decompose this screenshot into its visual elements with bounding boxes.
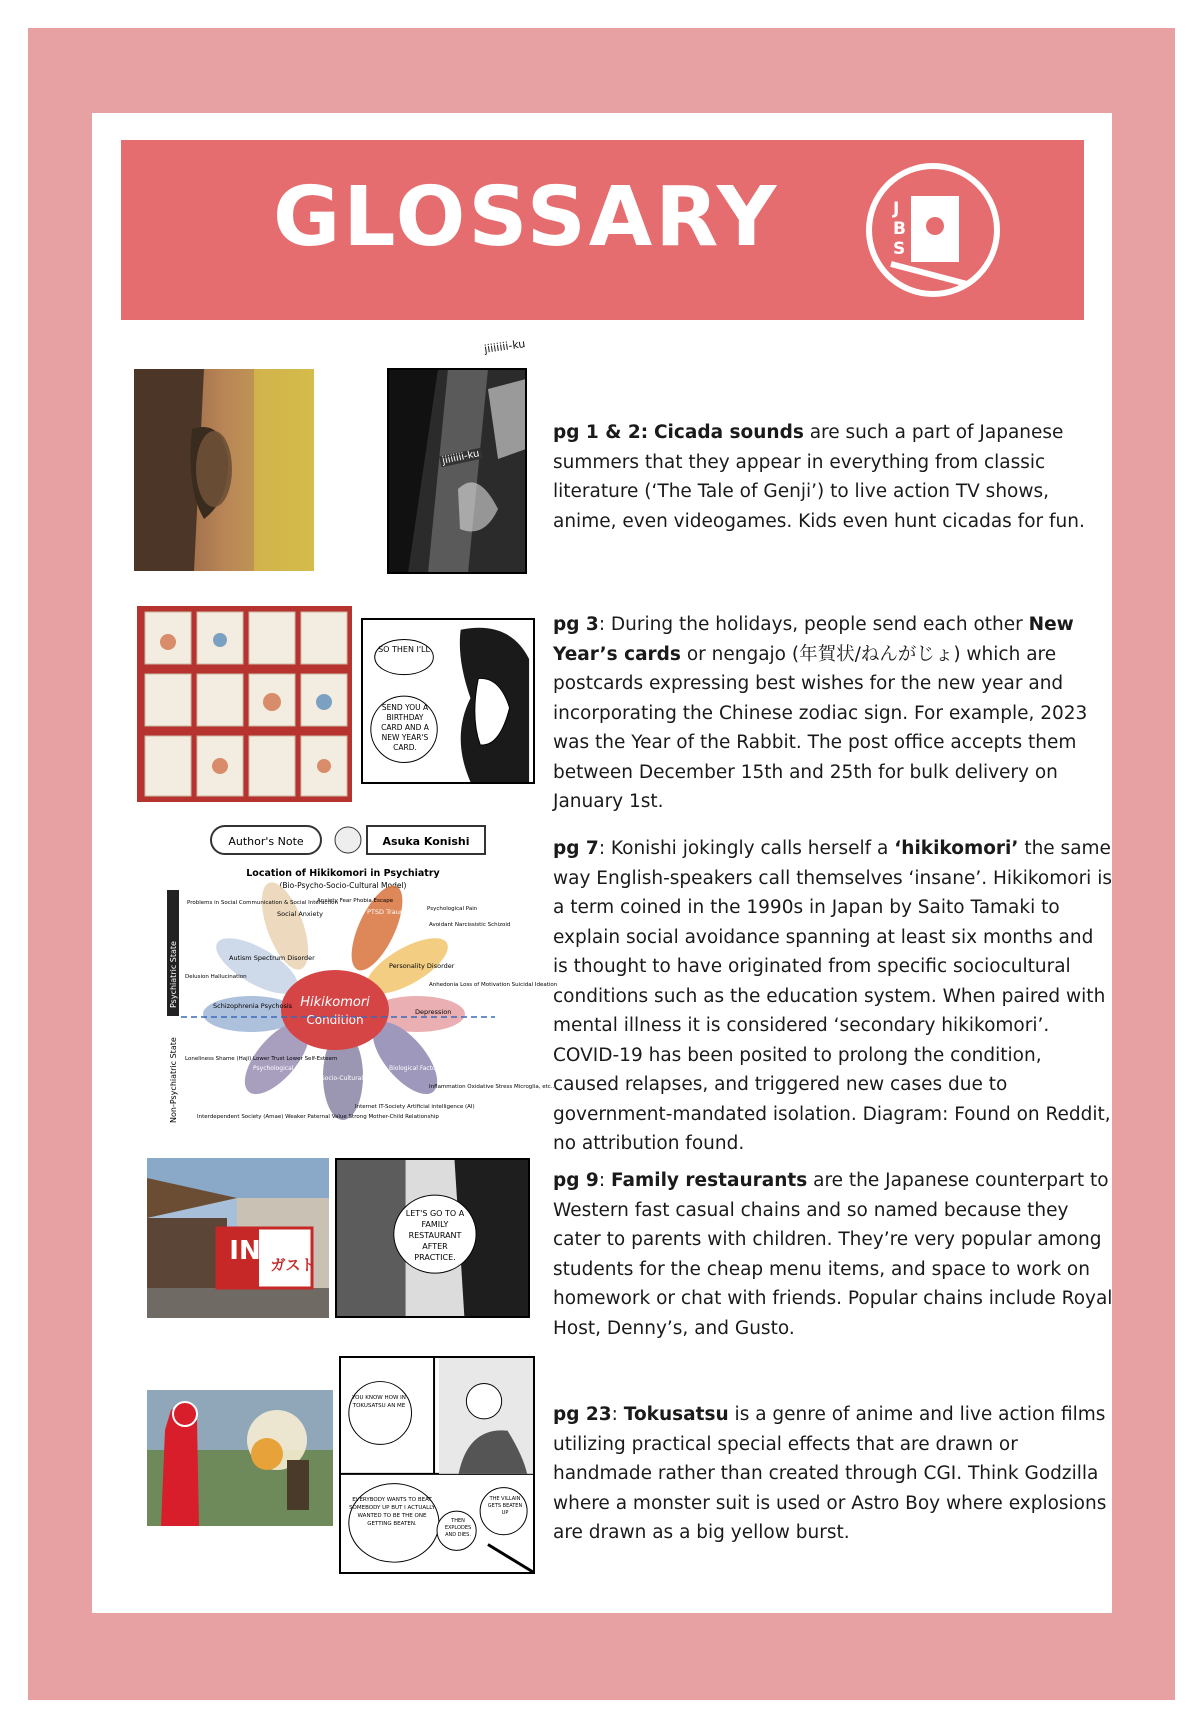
restaurant-bubble: LET'S GO TO A FAMILY RESTAURANT AFTER PRACTICE. [405, 1209, 465, 1262]
entry-text: or nengajo (年賀状/ねんがじょ) which are postcards expressing best wishes for the new year and incorporating the Chinese zodiac sign. For example, 2023 was the Year of the Rabbit. The post office accepts them between December 15th and 25th for bulk delivery on January 1st. [553, 643, 1088, 812]
diagram-subtitle: (Bio-Psycho-Socio-Cultural Model) [279, 881, 407, 890]
cards-bubble-2: SEND YOU A BIRTHDAY CARD AND A NEW YEAR'S CARD. [381, 703, 429, 752]
label-interdependent: Interdependent Society (Amae) Weaker Paternal Value Strong Mother-Child Relationship [197, 1114, 439, 1120]
petal-socio: Socio-Cultural Factors [321, 1075, 387, 1082]
entry-text: the same way English-speakers call themselves ‘insane’. Hikikomori is a term coined in the 1990s in Japan by Saito Tamaki to explain social avoidance spanning at least six months and is thought to have originated from specific sociocultural conditions such as the education system. When paired with mental illness it is considered ‘secondary hikikomori’. COVID-19 has been posited to prolong the condition, caused relapses, and triggered new cases due to government-mandated isolation. Diagram: Found on Reddit, no attribution found. [553, 838, 1112, 1154]
glossary-entry-hikikomori: pg 7: Konishi jokingly calls herself a ‘hikikomori’ the same way English-speakers call themselves ‘insane’. Hikikomori is a term coined in the 1990s in Japan by Saito Tamaki to explain social avoidance spanning at least six months and is thought to have originated from specific sociocultural conditions such as the education system. When paired with mental illness it is considered ‘secondary hikikomori’. COVID-19 has been posited to prolong the condition, caused relapses, and triggered new cases due to government-mandated isolation. Diagram: Found on Reddit, no attribution found. [553, 838, 1112, 1154]
entry-page-ref: pg 23 [553, 1404, 612, 1425]
label-delusion: Delusion Hallucination [185, 974, 247, 980]
petal-depression: Depression [415, 1008, 452, 1016]
label-loneliness: Loneliness Shame (Haji) Lower Trust Lower Self-Esteem [185, 1056, 338, 1062]
svg-text:B: B [893, 219, 906, 239]
label-internet: Internet IT-Society Artificial intelligence (AI) [355, 1104, 475, 1110]
glossary-entry-new-years-cards: pg 3: During the holidays, people send each other New Year’s cards or nengajo (年賀状/ねんがじょ) which are postcards expressing best wishes for the new year and incorporating the Chinese zodiac sign. For example, 2023 was the Year of the Rabbit. The post office accepts them between December 15th and 25th for bulk delivery on January 1st. [553, 614, 1088, 812]
new-years-cards-manga-panel [361, 618, 535, 784]
restaurant-sign-name: ガスト [270, 1256, 316, 1274]
entry-term: Cicada sounds [653, 422, 804, 443]
new-years-cards-photo [137, 606, 352, 802]
entry-page-ref: pg 7 [553, 838, 599, 859]
entry-term: Tokusatsu [623, 1404, 729, 1425]
petal-personality: Personality Disorder [389, 962, 455, 970]
toku-bubble-2: EVERYBODY WANTS TO BEAT SOMEBODY UP BUT I ACTUALLY WANTED TO BE THE ONE GETTING BEATEN. [349, 1497, 435, 1527]
diagram-title: Location of Hikikomori in Psychiatry [246, 868, 440, 879]
glossary-entry-tokusatsu: pg 23: Tokusatsu is a genre of anime and live action films utilizing practical special effects that are drawn or handmade rather than created through CGI. Think Godzilla where a monster suit is used or Astro Boy where explosions are drawn as a big yellow burst. [553, 1404, 1107, 1543]
diagram-side-bottom: Non-Psychiatric State [169, 1037, 178, 1123]
toku-bubble-4: THE VILLAIN GETS BEATEN UP [487, 1496, 523, 1516]
diagram-center-2: Condition [306, 1013, 364, 1027]
diagram-author: Asuka Konishi [382, 835, 470, 848]
petal-biological: Biological Factors [389, 1065, 442, 1072]
toku-bubble-1: YOU KNOW HOW IN TOKUSATSU AN ME [352, 1395, 406, 1409]
diagram-note-label: Author's Note [228, 835, 304, 848]
toku-bubble-3: THEN EXPLODES AND DIES. [444, 1518, 472, 1538]
svg-text:S: S [893, 239, 906, 259]
entry-page-ref: pg 9 [553, 1170, 599, 1191]
entry-page-ref: pg 3 [553, 614, 599, 635]
tokusatsu-manga-panel [339, 1356, 535, 1574]
petal-social-anxiety: Social Anxiety [277, 910, 323, 918]
label-anhedonia: Anhedonia Loss of Motivation Suicidal Ideation [429, 982, 558, 988]
glossary-entry-family-restaurants: pg 9: Family restaurants are the Japanese counterpart to Western fast casual chains and so named because they cater to parents with children. They’re very popular among students for the cheap menu items, and space to work on homework or chat with friends. Popular chains include Royal Host, Denny’s, and Gusto. [553, 1170, 1113, 1339]
glossary-banner [121, 140, 1084, 320]
page-title: GLOSSARY [273, 170, 780, 265]
label-anxiety: Anxiety Fear Phobia Escape [317, 898, 394, 904]
cards-bubble-1: SO THEN I'LL [378, 645, 430, 654]
cicada-manga-panel [388, 369, 526, 573]
petal-psychological: Psychological Factors [253, 1065, 317, 1072]
petal-schizophrenia: Schizophrenia Psychosis [213, 1002, 293, 1010]
label-inflammation: Inflammation Oxidative Stress Microglia, etc... [429, 1084, 557, 1090]
entry-text: are the Japanese counterpart to Western fast casual chains and so named because they cater to parents with children. They’re very popular among students for the cheap menu items, and space to work on homework or chat with friends. Popular chains include Royal Host, Denny’s, and Gusto. [553, 1170, 1113, 1339]
glossary-entry-cicadas: pg 1 & 2: Cicada sounds are such a part of Japanese summers that they appear in everything from classic literature (‘The Tale of Genji’) to live action TV shows, anime, even videogames. Kids even hunt cicadas for fun. [553, 422, 1085, 532]
restaurant-sign-in: IN [229, 1236, 261, 1266]
label-avoidant: Avoidant Narcissistic Schizoid [429, 922, 511, 928]
diagram-side-top: Psychiatric State [169, 941, 178, 1008]
label-problems: Problems in Social Communication & Social Interaction [187, 900, 338, 906]
svg-text:J: J [893, 199, 900, 219]
entry-term: Family restaurants [610, 1170, 808, 1191]
diagram-center: Hikikomori [300, 995, 370, 1010]
entry-text: is a genre of anime and live action films utilizing practical special effects that are drawn or handmade rather than created through CGI. Think Godzilla where a monster suit is used or Astro Boy where explosions are drawn as a big yellow burst. [553, 1404, 1107, 1543]
cicada-photo [134, 369, 314, 571]
entry-text: are such a part of Japanese summers that they appear in everything from classic literature (‘The Tale of Genji’) to live action TV shows, anime, even videogames. Kids even hunt cicadas for fun. [553, 422, 1085, 532]
entry-term: New Year’s cards [553, 614, 1074, 665]
petal-autism: Autism Spectrum Disorder [229, 954, 315, 962]
cicada-sfx-top: jiiiiiii-ku [483, 337, 527, 356]
hikikomori-diagram [167, 818, 558, 1128]
label-pain: Psychological Pain [427, 906, 478, 912]
cicada-sfx-mid: jiiiiiii-ku [441, 448, 481, 467]
entry-page-ref: pg 1 & 2 [553, 422, 641, 443]
jbs-logo [863, 160, 1003, 300]
petal-ptsd: PTSD Trauma [367, 908, 411, 916]
entry-term: ‘hikikomori’ [894, 838, 1019, 859]
tokusatsu-photo [147, 1390, 333, 1526]
